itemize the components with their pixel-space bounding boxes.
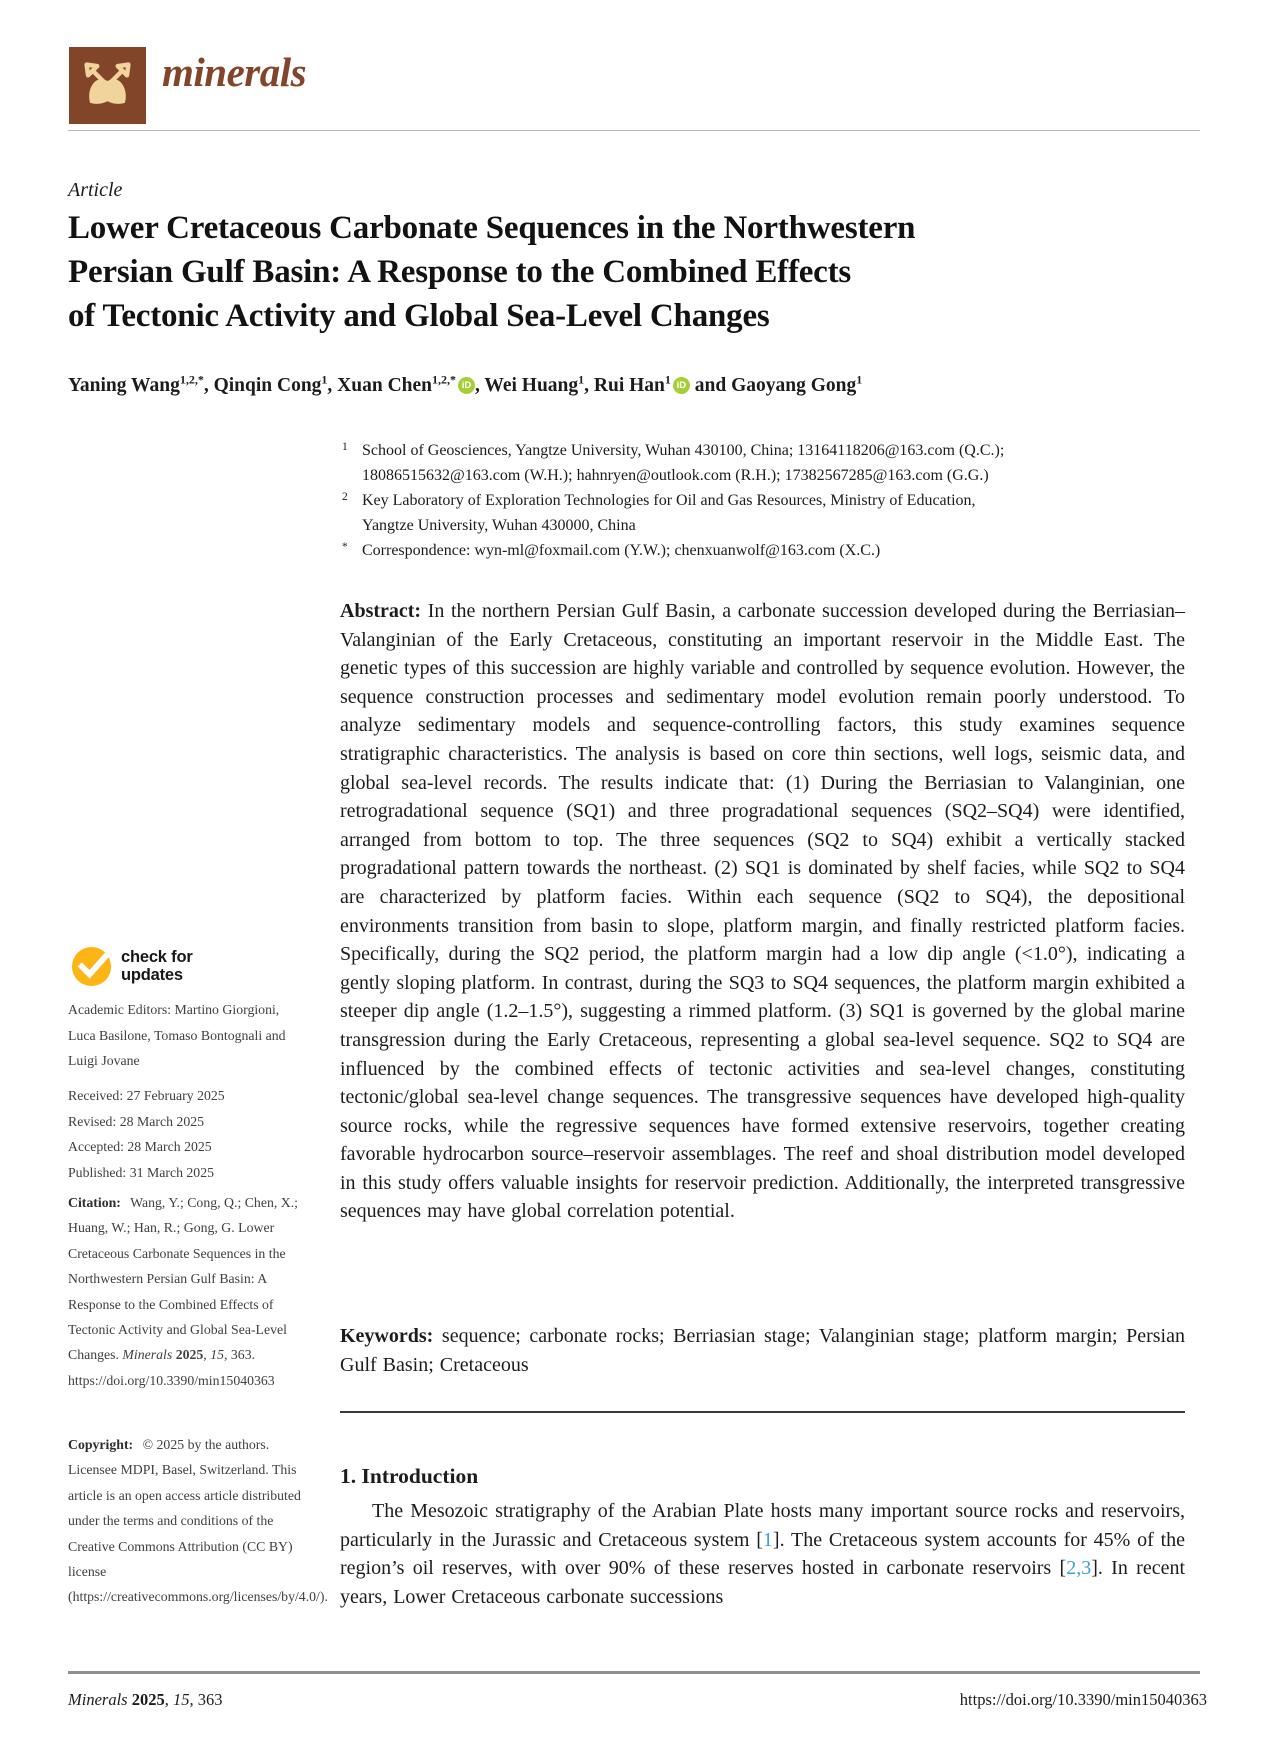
- keywords-label: Keywords:: [340, 1325, 434, 1347]
- footer-journal-reference: Minerals 2025, 15, 363: [68, 1690, 223, 1709]
- author-affiliation-sup: 1: [664, 372, 671, 386]
- citation-doi-link[interactable]: https://doi.org/10.3390/min15040363: [68, 1372, 275, 1388]
- footer-divider: [68, 1671, 1200, 1674]
- journal-wordmark: minerals: [162, 49, 307, 95]
- received-date: Received: 27 February 2025: [68, 1088, 225, 1103]
- author: [213, 372, 338, 396]
- affiliation-marker: *: [342, 541, 348, 553]
- minerals-journal-logo: [69, 47, 146, 124]
- author-affiliation-sup: 1: [321, 372, 328, 386]
- orcid-icon[interactable]: iD: [673, 377, 690, 394]
- affiliation-marker: 1: [342, 441, 348, 453]
- citation-ref-link[interactable]: 1: [762, 1528, 773, 1551]
- author-affiliation-sup: 1: [856, 372, 863, 386]
- author-name: Wei Huang: [484, 374, 579, 396]
- paragraph-text: The Mesozoic stratigraphy of the Arabian Plate hosts many important source rocks and reservoirs, particularly in the Jurassic and Cretaceous system [: [340, 1500, 1185, 1551]
- keywords-divider: [340, 1411, 1185, 1413]
- affiliation-text: School of Geosciences, Yangtze University, Wuhan 430100, China; 13164118206@163.com (Q.C.);: [362, 442, 1005, 459]
- affiliation-2: [340, 488, 1004, 538]
- header-divider: [68, 130, 1200, 131]
- author-name: Gaoyang Gong: [731, 374, 857, 396]
- affiliation-text: Yangtze University, Wuhan 430000, China: [362, 517, 636, 534]
- check-for-updates-badge[interactable]: [71, 945, 193, 988]
- author: [337, 372, 485, 396]
- citation-year: 2025: [175, 1347, 204, 1363]
- introduction-paragraph: [340, 1497, 1185, 1611]
- academic-editors: Academic Editors: Martino Giorgioni, Luca Basilone, Tomaso Bontognali and Luigi Jovane: [68, 1002, 286, 1068]
- citation-ref-link[interactable]: 2,3: [1066, 1557, 1092, 1580]
- title-line-1: Lower Cretaceous Carbonate Sequences in the Northwestern: [68, 210, 916, 246]
- author-separator: ,: [203, 374, 214, 396]
- author-affiliation-sup: 1: [578, 372, 585, 386]
- keywords-body: sequence; carbonate rocks; Berriasian stage; Valanginian stage; platform margin; Persian Gulf Basin; Cretaceous: [340, 1325, 1185, 1376]
- affiliation-text: 18086515632@163.com (W.H.); hahnryen@outlook.com (R.H.); 17382567285@163.com (G.G.): [362, 467, 989, 484]
- author: [484, 372, 594, 396]
- author-affiliation-sup: 1,2,*: [432, 372, 456, 386]
- affiliation-correspondence: [340, 538, 1004, 563]
- author-affiliation-sup: 1,2,*: [179, 372, 204, 386]
- citation-journal: Minerals: [122, 1347, 173, 1363]
- accepted-date: Accepted: 28 March 2025: [68, 1139, 212, 1154]
- footer-doi-link[interactable]: https://doi.org/10.3390/min15040363: [959, 1690, 1207, 1709]
- citation-label: Citation:: [68, 1195, 121, 1210]
- article-type-label: Article: [68, 179, 123, 201]
- article-title: [68, 206, 1128, 338]
- article-history: [68, 1083, 308, 1185]
- keywords: [340, 1322, 1185, 1379]
- affiliation-list: [340, 438, 1004, 563]
- author: [68, 372, 214, 396]
- author-name: Qinqin Cong: [213, 374, 322, 396]
- abstract: [340, 597, 1185, 1226]
- author-separator: ,: [327, 374, 338, 396]
- author-name: Rui Han: [593, 374, 665, 396]
- published-date: Published: 31 March 2025: [68, 1164, 215, 1180]
- affiliation-text: Correspondence: wyn-ml@foxmail.com (Y.W.); chenxuanwolf@163.com (X.C.): [362, 542, 881, 559]
- paragraph-text: ]. The Cretaceous system accounts for 45% of the region’s oil reserves, with over 90% of these reserves hosted in carbonate reservoirs [: [340, 1528, 1185, 1580]
- author-separator: ,: [584, 374, 594, 396]
- affiliation-text: Key Laboratory of Exploration Technologies for Oil and Gas Resources, Ministry of Education,: [362, 492, 976, 509]
- author-name: Yaning Wang: [68, 374, 180, 396]
- author-list: [68, 372, 862, 397]
- affiliation-marker: 2: [342, 491, 348, 503]
- copyright-label: Copyright:: [68, 1437, 134, 1452]
- author: [731, 372, 863, 396]
- orcid-icon[interactable]: iD: [458, 377, 475, 394]
- author-separator: ,: [475, 374, 485, 396]
- title-line-3: of Tectonic Activity and Global Sea-Level Changes: [68, 298, 770, 334]
- title-line-2: Persian Gulf Basin: A Response to the Combined Effects: [68, 254, 852, 290]
- check-icon: [71, 945, 114, 988]
- crossed-shovels-icon: [69, 47, 146, 124]
- citation-volume: 15: [210, 1347, 224, 1363]
- revised-date: Revised: 28 March 2025: [68, 1113, 205, 1129]
- citation-block: Citation: Wang, Y.; Cong, Q.; Chen, X.; Huang, W.; Han, R.; Gong, G. Lower Cretaceous Carbonate Sequences in the Northwestern Persian Gulf Basin: A Response to the Combined Effects of Tectonic Activity and Global Sea-Level Changes. Minerals 2025, 15, 363. https://doi.org/10.3390/min15040363: [68, 1195, 298, 1388]
- abstract-label: Abstract:: [340, 600, 422, 622]
- abstract-body: In the northern Persian Gulf Basin, a carbonate succession developed during the Berriasian–Valanginian of the Early Cretaceous, constituting an important reservoir in the Middle East. The genetic types of this succession are highly variable and controlled by sequence evolution. However, the sequence construction processes and sedimentary model evolution remain poorly understood. To analyze sedimentary models and sequence-controlling factors, this study examines sequence stratigraphic characteristics. The analysis is based on core thin sections, well logs, seismic data, and global sea-level records. The results indicate that: (1) During the Berriasian to Valanginian, one retrogradational sequence (SQ1) and three progradational sequences (SQ2–SQ4) were identified, arranged from bottom to top. The three sequences (SQ2 to SQ4) exhibit a vertically stacked progradational pattern towards the northeast. (2) SQ1 is dominated by shelf facies, while SQ2 to SQ4 are characterized by platform facies. Within each sequence (SQ2 to SQ4), the depositional environments transition from basin to slope, platform margin, and finally restricted platform facies. Specifically, during the SQ2 period, the platform margin had a low dip angle (<1.0°), indicating a gently sloping platform. In contrast, during the SQ3 to SQ4 sequences, the platform margin exhibited a steeper dip angle (1.2–1.5°), suggesting a rimmed platform. (3) SQ1 is governed by the global marine transgression during the Early Cretaceous, representing a global sea-level sequence. SQ2 to SQ4 are influenced by the combined effects of tectonic activities and sea-level changes, constituting tectonic/global sea-level change sequences. The transgressive sequences have developed high-quality source rocks, while the regressive sequences have formed extensive reservoirs, together creating favorable hydrocarbon source–reservoir assemblages. The reef and shoal distribution model developed in this study offers valuable insights for reservoir prediction. Additionally, the interpreted transgressive sequences may have global correlation potential.: [340, 600, 1185, 1223]
- paragraph-text: ]. In recent years, Lower Cretaceous carbonate successions: [340, 1557, 1186, 1608]
- author: [593, 372, 732, 396]
- copyright-block: Copyright: © 2025 by the authors. Licensee MDPI, Basel, Switzerland. This article is an open access article distributed under the terms and conditions of the Creative Commons Attribution (CC BY) license (https://creativecommons.org/licenses/by/4.0/).: [68, 1437, 328, 1605]
- author-name: Xuan Chen: [337, 374, 432, 396]
- affiliation-1: [340, 438, 1004, 488]
- section-heading-introduction: 1. Introduction: [340, 1464, 479, 1488]
- author-separator: and: [689, 374, 732, 396]
- check-for-updates-label: check for updates: [121, 948, 193, 984]
